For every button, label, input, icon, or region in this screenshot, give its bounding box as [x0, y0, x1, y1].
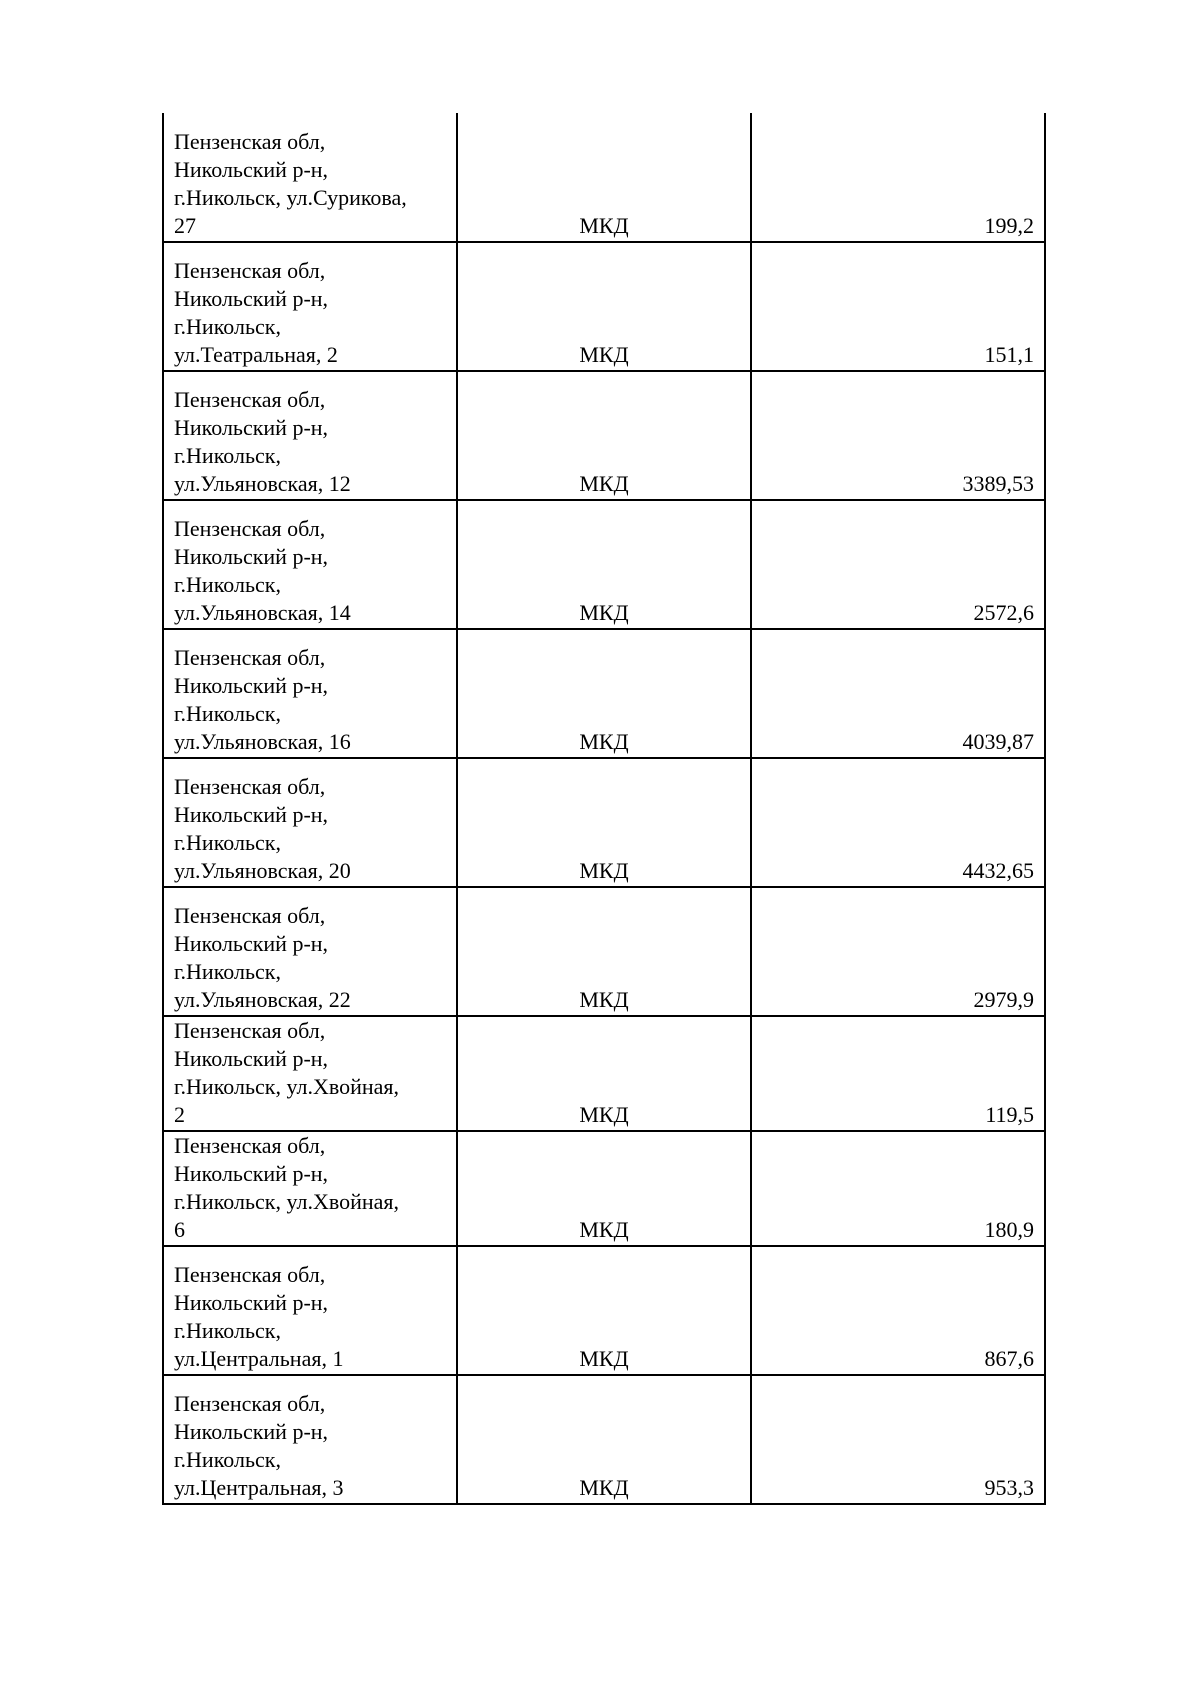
table-row [163, 1246, 1045, 1375]
area-cell: 4432,65 [751, 758, 1045, 887]
table-row [163, 758, 1045, 887]
table-row [163, 1131, 1045, 1246]
table-row [163, 887, 1045, 1016]
area-cell: 180,9 [751, 1131, 1045, 1246]
area-cell: 2979,9 [751, 887, 1045, 1016]
address-cell: Пензенская обл, Никольский р-н, г.Никольск, ул.Ульяновская, 16 [163, 629, 457, 758]
address-cell: Пензенская обл, Никольский р-н, г.Никольск, ул.Ульяновская, 12 [163, 371, 457, 500]
object-type-cell: МКД [457, 758, 751, 887]
table-row [163, 1016, 1045, 1131]
object-type-cell: МКД [457, 629, 751, 758]
area-cell: 867,6 [751, 1246, 1045, 1375]
property-table [162, 113, 1046, 1505]
address-cell: Пензенская обл, Никольский р-н, г.Никольск, ул.Сурикова, 27 [163, 113, 457, 242]
object-type-cell: МКД [457, 242, 751, 371]
table-row [163, 500, 1045, 629]
address-cell: Пензенская обл, Никольский р-н, г.Никольск, ул.Центральная, 3 [163, 1375, 457, 1504]
address-cell: Пензенская обл, Никольский р-н, г.Никольск, ул.Центральная, 1 [163, 1246, 457, 1375]
object-type-cell: МКД [457, 371, 751, 500]
address-cell: Пензенская обл, Никольский р-н, г.Никольск, ул.Хвойная, 6 [163, 1131, 457, 1246]
object-type-cell: МКД [457, 887, 751, 1016]
object-type-cell: МКД [457, 1131, 751, 1246]
area-cell: 119,5 [751, 1016, 1045, 1131]
object-type-cell: МКД [457, 1016, 751, 1131]
table-row [163, 1375, 1045, 1504]
table-row [163, 113, 1045, 242]
object-type-cell: МКД [457, 113, 751, 242]
area-cell: 953,3 [751, 1375, 1045, 1504]
object-type-cell: МКД [457, 1375, 751, 1504]
area-cell: 151,1 [751, 242, 1045, 371]
table-row [163, 242, 1045, 371]
object-type-cell: МКД [457, 1246, 751, 1375]
table-row [163, 629, 1045, 758]
table-row [163, 371, 1045, 500]
address-cell: Пензенская обл, Никольский р-н, г.Никольск, ул.Ульяновская, 14 [163, 500, 457, 629]
address-cell: Пензенская обл, Никольский р-н, г.Никольск, ул.Театральная, 2 [163, 242, 457, 371]
address-cell: Пензенская обл, Никольский р-н, г.Никольск, ул.Ульяновская, 20 [163, 758, 457, 887]
area-cell: 3389,53 [751, 371, 1045, 500]
address-cell: Пензенская обл, Никольский р-н, г.Никольск, ул.Ульяновская, 22 [163, 887, 457, 1016]
area-cell: 199,2 [751, 113, 1045, 242]
area-cell: 4039,87 [751, 629, 1045, 758]
area-cell: 2572,6 [751, 500, 1045, 629]
address-cell: Пензенская обл, Никольский р-н, г.Никольск, ул.Хвойная, 2 [163, 1016, 457, 1131]
object-type-cell: МКД [457, 500, 751, 629]
